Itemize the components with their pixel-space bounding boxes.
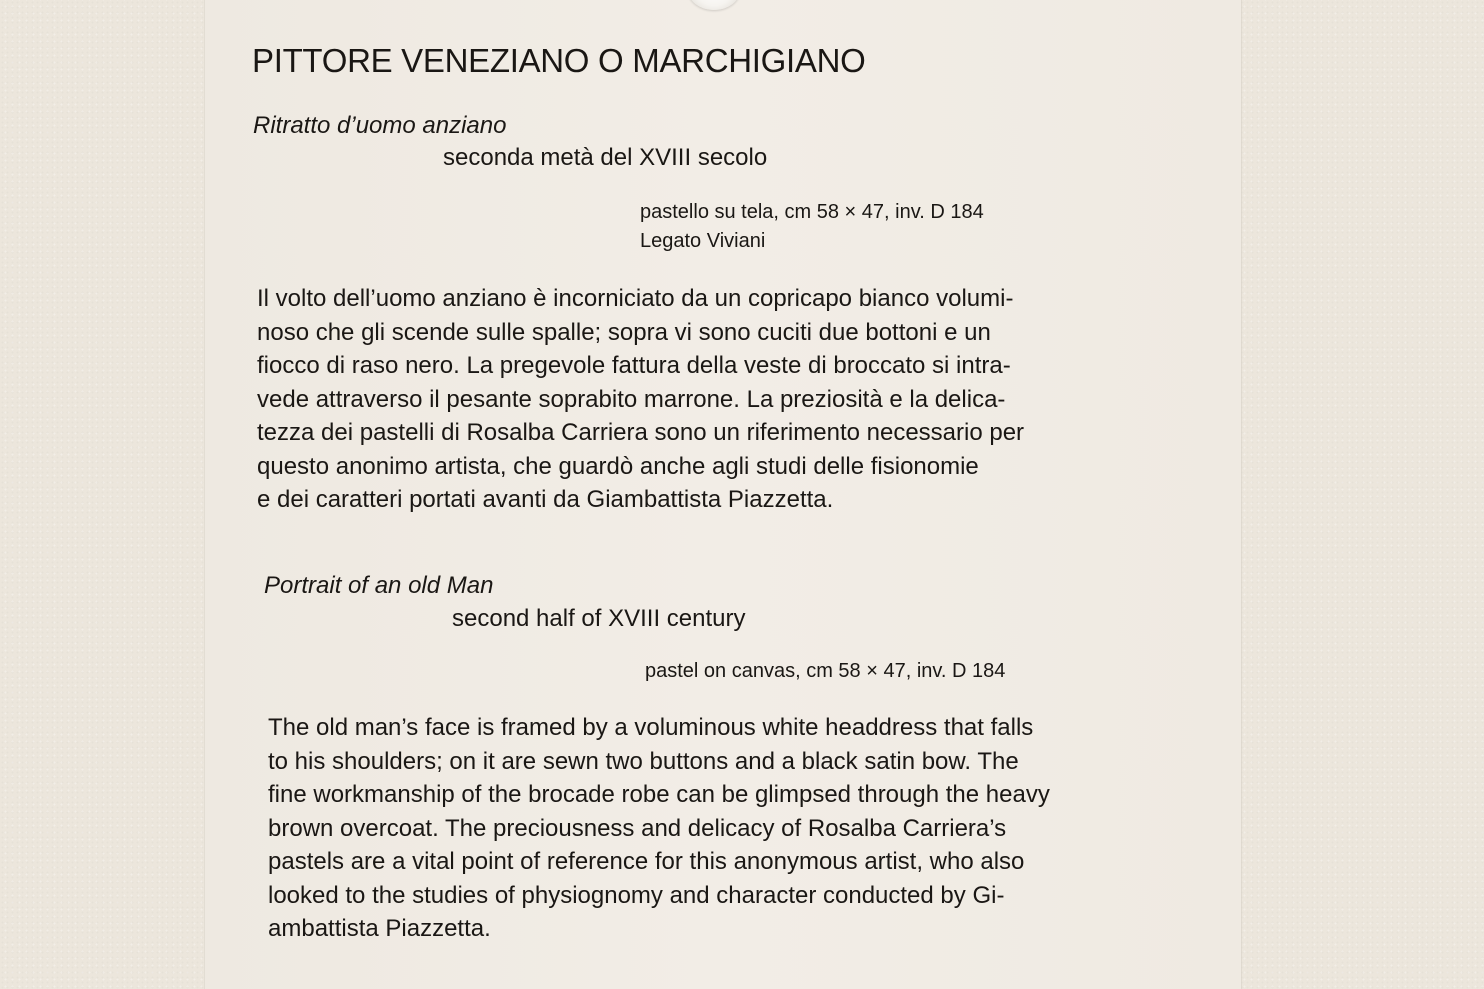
description-line: looked to the studies of physiognomy and character conducted by Gi- — [268, 881, 1005, 909]
description-italian — [257, 282, 1024, 517]
artwork-date-italian: seconda metà del XVIII secolo — [443, 144, 768, 171]
description-line: e dei caratteri portati avanti da Giambattista Piazzetta. — [257, 486, 834, 513]
description-line: fiocco di raso nero. La pregevole fattura della veste di broccato si intra- — [257, 352, 1011, 379]
description-line: brown overcoat. The preciousness and delicacy of Rosalba Carriera’s — [268, 814, 1007, 842]
artwork-title-italian: Ritratto d’uomo anziano — [253, 112, 507, 139]
description-line: vede attraverso il pesante soprabito marrone. La preziosità e la delica- — [257, 385, 1006, 413]
description-line: pastels are a vital point of reference for this anonymous artist, who also — [268, 848, 1025, 875]
description-line: questo anonimo artista, che guardò anche agli studi delle fisionomie — [257, 452, 979, 480]
artwork-date-english: second half of XVIII century — [452, 605, 746, 632]
description-line: ambattista Piazzetta. — [268, 915, 491, 942]
medium-english: pastel on canvas, cm 58 × 47, inv. D 184 — [645, 660, 1006, 682]
description-line: Il volto dell’uomo anziano è incorniciato da un copricapo bianco volumi- — [257, 285, 1014, 312]
description-line: noso che gli scende sulle spalle; sopra vi sono cuciti due bottoni e un — [257, 318, 991, 346]
artist-heading: PITTORE VENEZIANO O MARCHIGIANO — [252, 42, 866, 79]
provenance-italian: Legato Viviani — [640, 230, 766, 252]
description-line: to his shoulders; on it are sewn two buttons and a black satin bow. The — [268, 747, 1019, 775]
description-english — [268, 711, 1050, 946]
description-line: tezza dei pastelli di Rosalba Carriera sono un riferimento necessario per — [257, 419, 1025, 446]
description-line: fine workmanship of the brocade robe can be glimpsed through the heavy — [268, 781, 1050, 808]
medium-italian: pastello su tela, cm 58 × 47, inv. D 184 — [640, 201, 984, 223]
artwork-title-english: Portrait of an old Man — [264, 572, 494, 599]
description-line: The old man’s face is framed by a voluminous white headdress that falls — [268, 714, 1034, 741]
